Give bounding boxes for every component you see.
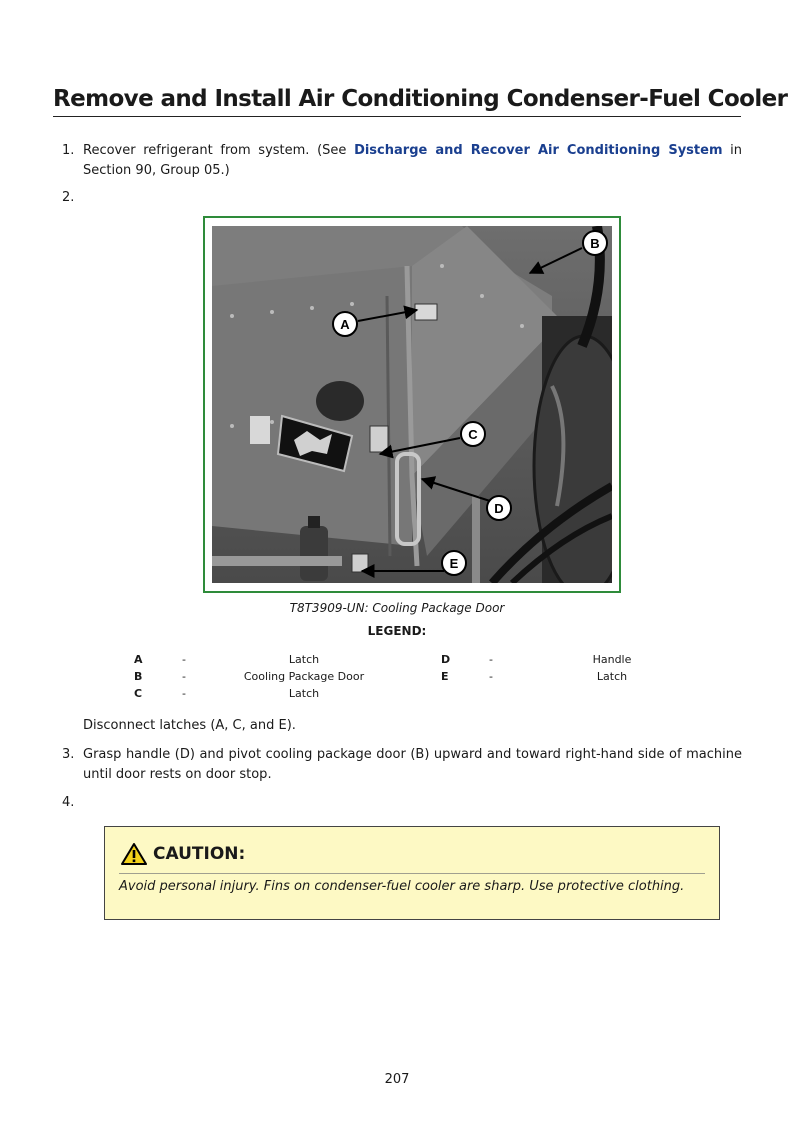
step-text-after: in Section 90, Group 05.) — [83, 143, 743, 178]
step-number: 2. — [62, 190, 75, 205]
callout-e — [442, 551, 466, 575]
legend-row — [0, 670, 794, 687]
callout-b — [583, 231, 607, 255]
legend-key: D — [441, 653, 451, 666]
caution-text: Avoid personal injury. Fins on condenser-fuel cooler are sharp. Use protective clothing. — [119, 879, 685, 894]
svg-text:D: D — [494, 501, 504, 516]
step-number: 3. — [62, 747, 75, 762]
legend-key: B — [134, 670, 143, 683]
step-1 — [62, 141, 742, 181]
step-number: 4. — [62, 795, 75, 810]
svg-text:E: E — [449, 556, 459, 571]
legend-row — [0, 653, 794, 670]
figure-caption: T8T3909-UN: Cooling Package Door — [289, 601, 505, 615]
legend-dash: - — [182, 670, 186, 683]
step-3 — [62, 745, 742, 785]
caution-divider — [119, 873, 705, 874]
legend-value: Cooling Package Door — [243, 670, 365, 683]
figure-frame — [203, 216, 621, 593]
disconnect-latches-instruction: Disconnect latches (A, C, and E). — [83, 718, 296, 733]
caution-title: CAUTION: — [153, 844, 246, 864]
legend-dash: - — [489, 653, 493, 666]
legend-row — [0, 687, 794, 704]
legend-dash: - — [489, 670, 493, 683]
legend-value: Handle — [592, 653, 632, 666]
caution-header — [121, 841, 245, 867]
legend-key: C — [134, 687, 143, 700]
svg-text:B: B — [590, 236, 600, 251]
legend-dash: - — [182, 653, 186, 666]
page-number: 207 — [384, 1072, 410, 1087]
step-text: Grasp handle (D) and pivot cooling package door (B) upward and toward right-hand side of machine until door rests on door stop. — [83, 747, 742, 782]
legend-dash: - — [182, 687, 186, 700]
legend-key: A — [134, 653, 143, 666]
legend-value: Latch — [288, 653, 320, 666]
step-number: 1. — [62, 143, 75, 158]
legend-value: Latch — [288, 687, 320, 700]
step-text — [83, 141, 742, 181]
page-title: Remove and Install Air Conditioning Condenser-Fuel Cooler — [53, 86, 741, 117]
cooling-package-door-photo — [212, 226, 612, 583]
svg-text:A: A — [340, 317, 350, 332]
callout-a — [333, 312, 357, 336]
legend-heading: LEGEND: — [367, 624, 427, 638]
discharge-recover-link[interactable]: Discharge and Recover Air Conditioning System — [354, 143, 723, 158]
step-text-before: Recover refrigerant from system. (See — [83, 143, 355, 158]
svg-text:C: C — [468, 427, 478, 442]
legend-key: E — [441, 670, 449, 683]
caution-box — [104, 826, 720, 920]
callout-c — [461, 422, 485, 446]
callout-d — [487, 496, 511, 520]
warning-triangle-icon — [121, 842, 147, 866]
legend-value: Latch — [596, 670, 628, 683]
